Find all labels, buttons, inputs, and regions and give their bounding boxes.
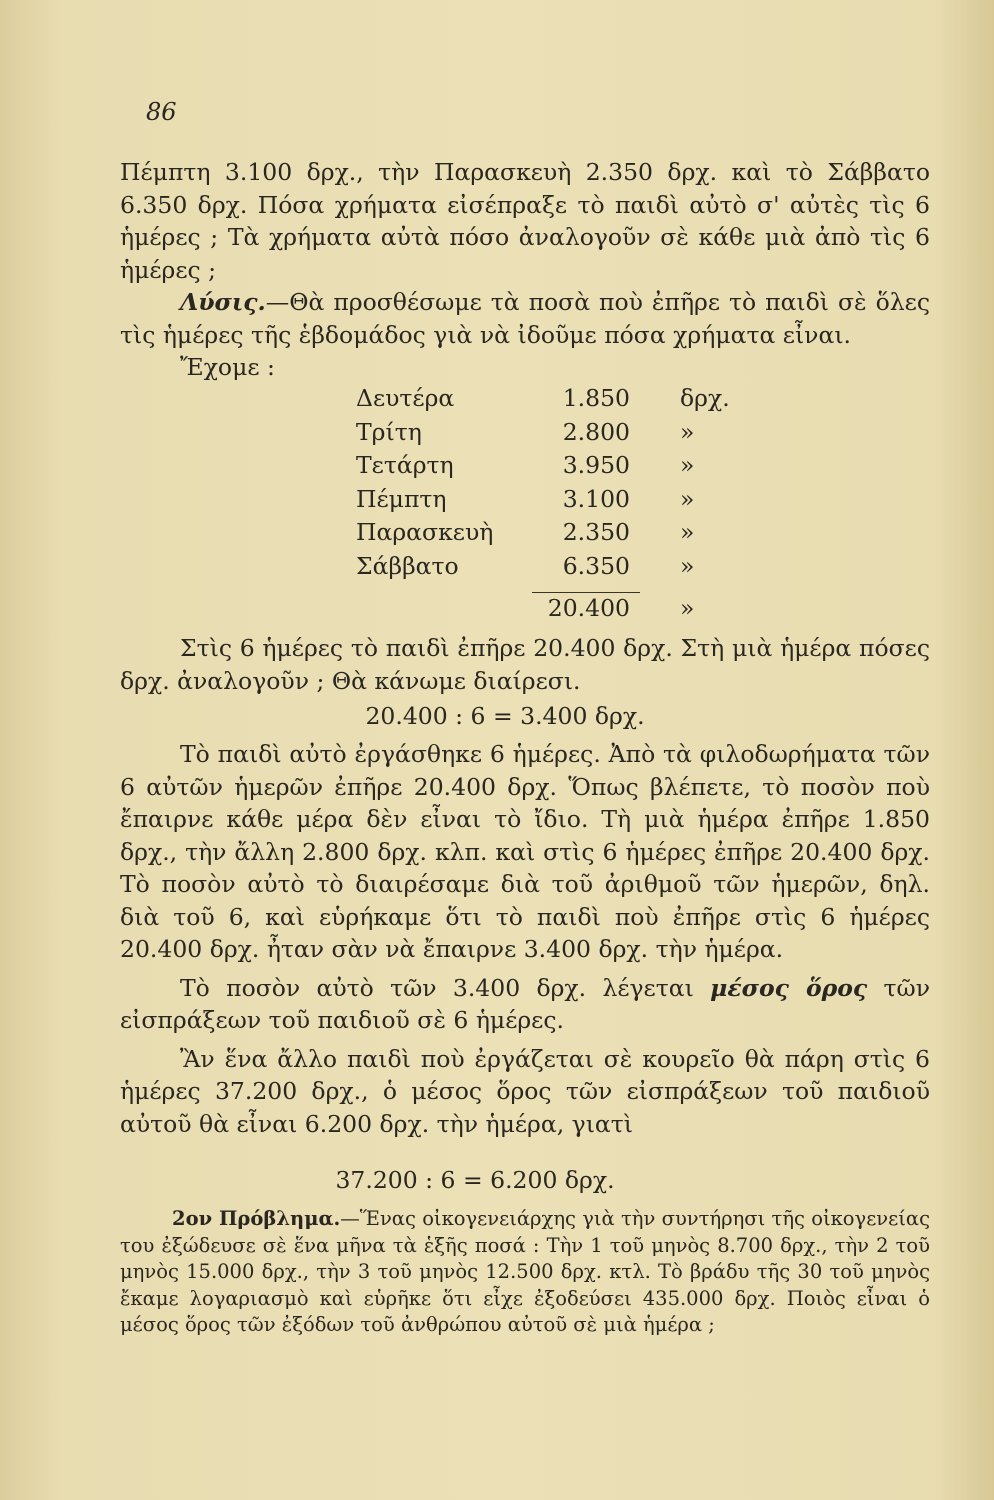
average-definition [120, 972, 930, 1037]
upper-text-block [120, 156, 930, 384]
amount: 6.350 [562, 551, 630, 580]
definition-text-after: τῶν εἰσπράξεων τοῦ παιδιοῦ σὲ 6 ἡμέρες. [120, 973, 931, 1034]
average-term: μέσος ὅρος [710, 973, 868, 1002]
day-label: Τρίτη [356, 417, 422, 446]
total-unit: » [680, 594, 695, 622]
division-intro: Στὶς 6 ἡμέρες τὸ παιδὶ ἐπῆρε 20.400 δρχ. Στὴ μιὰ ἡμέρα πόσες δρχ. ἀναλογοῦν ; Θὰ κάνωμε διαίρεσι. [120, 634, 930, 695]
we-have-label: Ἔχομε : [180, 353, 275, 381]
table-row [352, 485, 732, 519]
equation-2: 37.200 : 6 = 6.200 δρχ. [335, 1166, 615, 1194]
solution-text: —Θὰ προσθέσωμε τὰ ποσὰ ποὺ ἐπῆρε τὸ παιδὶ σὲ ὅλες τὶς ἡμέρες τῆς ἑβδομάδος γιὰ νὰ ἰδοῦμε πόσα χρήματα εἶναι. [120, 288, 930, 349]
amount: 3.950 [562, 451, 630, 479]
earnings-table [352, 384, 732, 628]
definition-text-before: Τὸ ποσὸν αὐτὸ τῶν 3.400 δρχ. λέγεται [180, 973, 711, 1002]
unit: » [680, 417, 695, 446]
unit: » [680, 551, 695, 580]
problem-2-text: —Ἕνας οἰκογενειάρχης γιὰ τὴν συντήρησι τῆς οἰκογενείας του ἐξώδευσε σὲ ἕνα μῆνα τὰ ἑξῆς ποσά : Τὴν 1 τοῦ μηνὸς 8.700 δρχ., τὴν 2 τοῦ μηνὸς 15.000 δρχ., τὴν 3 τοῦ μηνὸς 12.500 δρχ. κτλ. Τὸ βράδυ τῆς 30 τοῦ μηνὸς ἔκαμε λογαριασμὸ καὶ εὑρῆκε ὅτι εἶχε ἐξοδεύσει 435.000 δρχ. Ποιὸς εἶναι ὁ μέσος ὅρος τῶν ἐξόδων τοῦ ἀνθρώπου αὐτοῦ σὲ μιὰ ἡμέρα ; [120, 1207, 930, 1336]
day-label: Δευτέρα [356, 384, 455, 412]
amount: 2.350 [562, 518, 630, 546]
table-row [352, 451, 732, 485]
amount: 2.800 [562, 417, 630, 446]
amount: 1.850 [562, 384, 630, 412]
explanation-block [120, 738, 930, 1140]
unit: » [680, 518, 695, 546]
middle-text-block [120, 632, 930, 697]
unit: » [680, 484, 695, 513]
day-label: Τετάρτη [356, 451, 454, 479]
page-number: 86 [146, 98, 177, 126]
explanation-paragraph: Τὸ παιδὶ αὐτὸ ἐργάσθηκε 6 ἡμέρες. Ἀπὸ τὰ φιλοδωρήματα τῶν 6 αὐτῶν ἡμερῶν ἐπῆρε 20.400 δρχ. Ὅπως βλέπετε, τὸ ποσὸν ποὺ ἔπαιρνε κάθε μέρα δὲν εἶναι τὸ ἴδιο. Τὴ μιὰ ἡμέρα ἐπῆρε 1.850 δρχ., τὴν ἄλλη 2.800 δρχ. κλπ. καὶ στὶς 6 ἡμέρες ἐπῆρε 20.400 δρχ. Τὸ ποσὸν αὐτὸ τὸ διαιρέσαμε διὰ τοῦ ἀριθμοῦ τῶν ἡμερῶν, δηλ. διὰ τοῦ 6, καὶ εὑρήκαμε ὅτι τὸ παιδὶ ποὺ ἐπῆρε στὶς 6 ἡμέρες 20.400 δρχ. ἦταν σὰν νὰ ἔπαιρνε 3.400 δρχ. τὴν ἡμέρα. [120, 740, 930, 963]
table-row [352, 418, 732, 452]
table-row [352, 518, 732, 552]
problem-2-label: 2ον Πρόβλημα. [172, 1207, 341, 1230]
sum-rule [532, 592, 640, 593]
second-example: Ἂν ἕνα ἄλλο παιδὶ ποὺ ἐργάζεται σὲ κουρεῖο θὰ πάρη στὶς 6 ἡμέρες 37.200 δρχ., ὁ μέσος ὅρος τῶν εἰσπράξεων τοῦ παιδιοῦ αὐτοῦ θὰ εἶναι 6.200 δρχ. τὴν ἡμέρα, γιατὶ [120, 1044, 930, 1138]
intro-paragraph: Πέμπτη 3.100 δρχ., τὴν Παρασκευὴ 2.350 δρχ. καὶ τὸ Σάββατο 6.350 δρχ. Πόσα χρήματα εἰσέπραξε τὸ παιδὶ αὐτὸ σ' αὐτὲς τὶς 6 ἡμέρες ; Τὰ χρήματα αὐτὰ πόσο ἀναλογοῦν σὲ κάθε μιὰ ἀπὸ τὶς 6 ἡμέρες ; [120, 158, 930, 284]
day-label: Παρασκευὴ [356, 518, 494, 546]
amount: 3.100 [562, 484, 630, 513]
table-row [352, 552, 732, 586]
table-row [352, 384, 732, 418]
day-label: Πέμπτη [356, 484, 447, 513]
total-row [352, 594, 732, 628]
problem-2-block [120, 1206, 930, 1339]
unit: δρχ. [680, 384, 730, 412]
day-label: Σάββατο [356, 551, 459, 580]
equation-1: 20.400 : 6 = 3.400 δρχ. [365, 702, 645, 730]
problem-2-paragraph [120, 1206, 930, 1339]
unit: » [680, 451, 695, 479]
solution-label: Λύσις. [180, 288, 266, 316]
total-amount: 20.400 [547, 594, 630, 622]
solution-paragraph [120, 286, 930, 351]
